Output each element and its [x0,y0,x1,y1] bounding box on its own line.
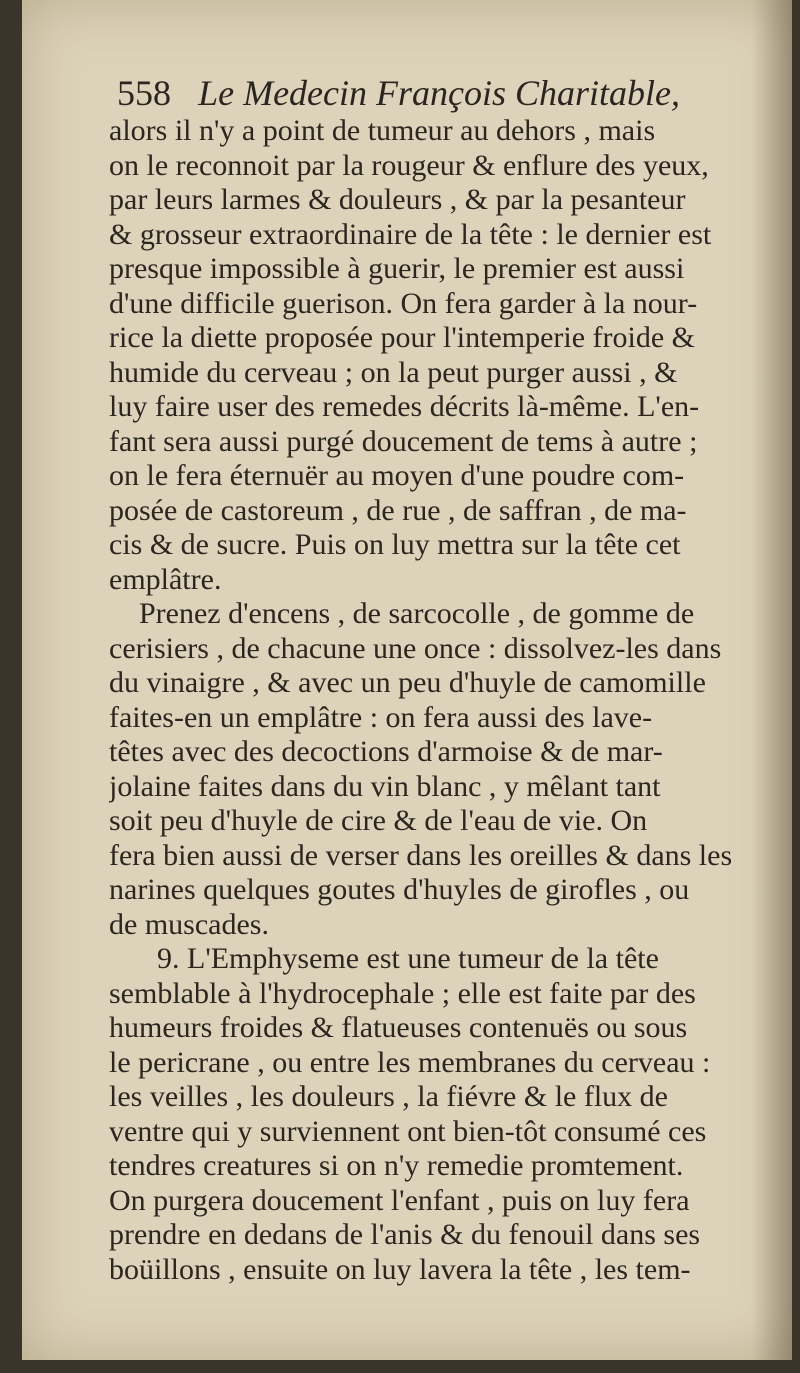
text-line: boüillons , ensuite on luy lavera la tête , les tem- [109,1252,691,1286]
text-line: fant sera aussi purgé doucement de tems à autre ; [109,424,698,458]
text-line: & grosseur extraordinaire de la tête : le dernier est [109,217,712,251]
text-line: d'une difficile guerison. On fera garder à la nour- [109,286,698,320]
text-line: On purgera doucement l'enfant , puis on luy fera [109,1183,690,1217]
text-line: jolaine faites dans du vin blanc , y mêlant tant [109,769,661,803]
text-line: semblable à l'hydrocephale ; elle est faite par des [109,976,696,1010]
page-number: 558 [117,73,171,113]
running-title: Le Medecin François Charitable, [198,73,681,113]
text-line: humide du cerveau ; on la peut purger aussi , & [109,355,678,389]
paragraph-start-line: Prenez d'encens , de sarcocolle , de gomme de [139,597,695,630]
body-text [109,114,789,1287]
text-line: alors il n'y a point de tumeur au dehors , mais [109,114,656,147]
text-line: posée de castoreum , de rue , de saffran , de ma- [109,493,687,527]
text-line: têtes avec des decoctions d'armoise & de mar- [109,735,663,768]
text-line: on le fera éternuër au moyen d'une poudre com- [109,459,685,492]
text-line: de muscades. [109,907,269,941]
text-line: luy faire user des remedes décrits là-même. L'en- [109,390,700,423]
text-line: cis & de sucre. Puis on luy mettra sur la tête cet [109,528,681,561]
text-line: narines quelques goutes d'huyles de girofles , ou [109,873,690,906]
text-line: par leurs larmes & douleurs , & par la pesanteur [109,183,686,216]
text-line: ventre qui y surviennent ont bien-tôt consumé ces [109,1114,707,1148]
text-line: soit peu d'huyle de cire & de l'eau de vie. On [109,804,648,837]
text-line: on le reconnoit par la rougeur & enflure des yeux, [109,148,709,182]
text-line: prendre en dedans de l'anis & du fenouil dans ses [109,1218,701,1251]
text-line: du vinaigre , & avec un peu d'huyle de camomille [109,666,706,699]
text-line: cerisiers , de chacune une once : dissolvez-les dans [109,631,722,665]
text-line: faites-en un emplâtre : on fera aussi des lave- [109,700,653,734]
text-line: rice la diette proposée pour l'intemperie froide & [109,321,696,354]
text-line: humeurs froides & flatueuses contenuës ou sous [109,1011,688,1044]
text-line: emplâtre. [109,562,222,596]
text-line: les veilles , les douleurs , la fiévre & le flux de [109,1080,668,1113]
book-page [22,0,792,1360]
text-line: le pericrane , ou entre les membranes du cerveau : [109,1045,711,1079]
paragraph-start-line: 9. L'Emphyseme est une tumeur de la tête [157,942,659,975]
text-line: presque impossible à guerir, le premier est aussi [109,252,685,285]
text-line: tendres creatures si on n'y remedie promtement. [109,1149,684,1182]
text-line: fera bien aussi de verser dans les oreilles & dans les [109,838,733,872]
